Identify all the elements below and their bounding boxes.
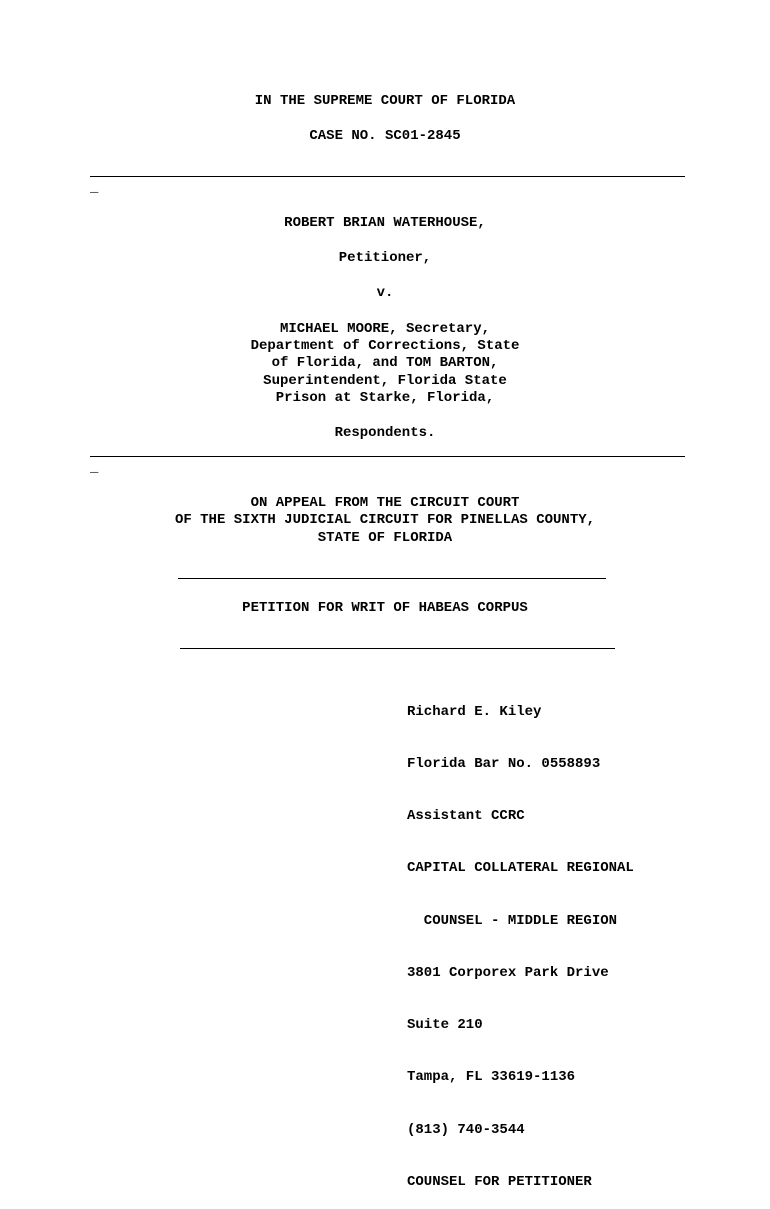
counsel-office-line: CAPITAL COLLATERAL REGIONAL: [407, 860, 634, 877]
appeal-line: OF THE SIXTH JUDICIAL CIRCUIT FOR PINELLAS COUNTY,: [174, 512, 596, 528]
title-rule-bottom: [180, 648, 615, 649]
rule-tail-mark-2: _: [90, 460, 99, 476]
respondents-role: Respondents.: [334, 425, 436, 441]
counsel-address-line: Suite 210: [407, 1017, 483, 1034]
respondent-line: of Florida, and TOM BARTON,: [271, 355, 499, 371]
section-rule-1: [90, 176, 685, 177]
counsel-name: Richard E. Kiley: [407, 703, 542, 720]
counsel-address-line: Tampa, FL 33619-1136: [407, 1069, 576, 1086]
court-name: IN THE SUPREME COURT OF FLORIDA: [254, 93, 516, 109]
appeal-line: STATE OF FLORIDA: [317, 530, 453, 546]
case-number: CASE NO. SC01-2845: [309, 128, 461, 144]
counsel-phone: (813) 740-3544: [407, 1121, 525, 1138]
petitioner-role: Petitioner,: [338, 250, 432, 266]
counsel-title: Assistant CCRC: [407, 808, 525, 825]
section-rule-2: [90, 456, 685, 457]
counsel-bar-number: Florida Bar No. 0558893: [407, 756, 601, 773]
counsel-for-label: COUNSEL FOR PETITIONER: [407, 1173, 592, 1190]
counsel-block: [407, 669, 634, 1209]
counsel-office-line: COUNSEL - MIDDLE REGION: [407, 912, 618, 929]
versus: v.: [376, 285, 394, 301]
respondent-line: Superintendent, Florida State: [263, 373, 507, 389]
rule-tail-mark-1: _: [90, 180, 99, 196]
respondent-line: MICHAEL MOORE, Secretary,: [279, 321, 491, 337]
title-rule-top: [178, 578, 606, 579]
petitioner-name: ROBERT BRIAN WATERHOUSE,: [284, 215, 486, 231]
respondent-line: Department of Corrections, State: [250, 338, 520, 354]
document-title: PETITION FOR WRIT OF HABEAS CORPUS: [242, 600, 528, 616]
counsel-address-line: 3801 Corporex Park Drive: [407, 964, 609, 981]
appeal-line: ON APPEAL FROM THE CIRCUIT COURT: [250, 495, 520, 511]
respondent-line: Prison at Starke, Florida,: [275, 390, 495, 406]
